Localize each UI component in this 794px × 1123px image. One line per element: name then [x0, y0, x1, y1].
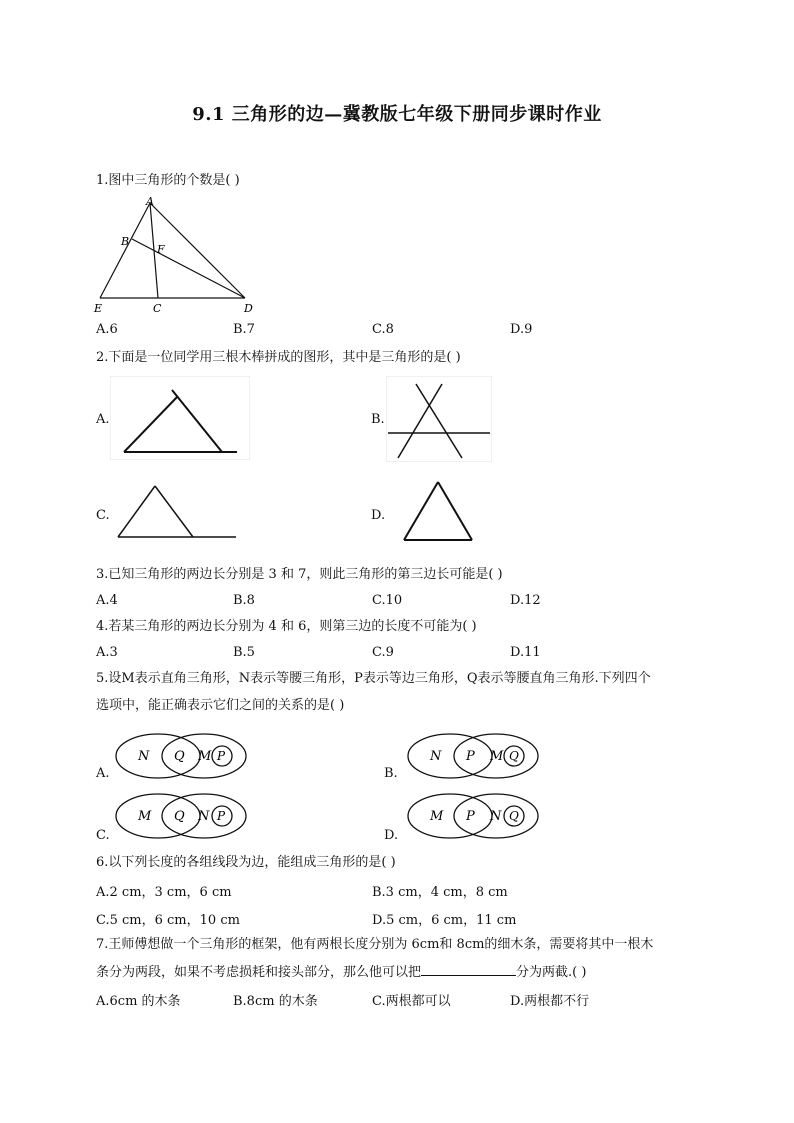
figure-sticks-d [386, 474, 492, 546]
set-label-n: N [198, 809, 210, 824]
question-6-options-row-1 [96, 881, 716, 899]
question-7-stem-line-2 [96, 963, 716, 982]
point-label-e: E [94, 302, 103, 315]
question-6-stem: 6.以下列长度的各组线段为边，能组成三角形的是( ) [96, 855, 396, 870]
set-label-n: N [138, 749, 150, 764]
question-1-options [96, 322, 716, 340]
set-label-p: P [466, 809, 475, 824]
question-7-stem-line-1: 7.王师傅想做一个三角形的框架，他有两根长度分别为 6cm和 8cm的细木条，需要将其中一根木 [96, 937, 654, 952]
set-label-m: M [138, 809, 152, 824]
question-3-options [96, 593, 716, 611]
question-1-figure [90, 195, 270, 320]
point-label-c: C [153, 302, 162, 315]
set-label-q: Q [174, 749, 185, 764]
question-2-stem: 2.下面是一位同学用三根木棒拼成的图形，其中是三角形的是( ) [96, 350, 461, 365]
set-label-p: P [217, 749, 226, 763]
question-1-stem: 1.图中三角形的个数是( ) [96, 173, 240, 188]
point-label-f: F [157, 243, 165, 256]
venn-diagram-c [114, 792, 248, 840]
option-d[interactable]: D.两根都不行 [510, 994, 590, 1009]
option-a[interactable]: A.6cm 的木条 [96, 994, 181, 1009]
option-c[interactable]: C.8 [372, 322, 394, 337]
set-label-n: N [430, 749, 442, 764]
option-d[interactable]: D.11 [510, 645, 541, 660]
stem-text-before-blank: 条分为两段，如果不考虑损耗和接头部分，那么他可以把 [96, 965, 422, 980]
question-5-label-c[interactable]: C. [96, 828, 110, 843]
question-5-stem-line-2: 选项中，能正确表示它们之间的关系的是( ) [96, 698, 345, 713]
page-title: 9.1 三角形的边—冀教版七年级下册同步课时作业 [192, 104, 602, 125]
answer-blank[interactable] [421, 963, 516, 976]
option-b[interactable]: B.8 [233, 593, 255, 608]
option-b[interactable]: B.8cm 的木条 [233, 994, 318, 1009]
option-c[interactable]: C.5 cm，6 cm，10 cm [96, 913, 240, 928]
segment-AE [100, 203, 150, 298]
question-5-label-a[interactable]: A. [96, 766, 110, 781]
figure-sticks-b [386, 376, 492, 462]
option-d[interactable]: D.5 cm，6 cm，11 cm [372, 913, 517, 928]
set-label-n: N [490, 809, 502, 824]
question-2-label-d[interactable]: D. [371, 508, 386, 523]
option-b[interactable]: B.3 cm，4 cm，8 cm [372, 885, 508, 900]
question-6-options-row-2 [96, 909, 716, 927]
figure-sticks-a [110, 376, 250, 460]
question-2-label-c[interactable]: C. [96, 508, 110, 523]
option-d[interactable]: D.9 [510, 322, 533, 337]
option-d[interactable]: D.12 [510, 593, 541, 608]
set-label-p: P [466, 749, 475, 764]
set-label-p: P [217, 809, 226, 823]
option-c[interactable]: C.两根都可以 [372, 994, 451, 1009]
set-label-q: Q [509, 809, 519, 823]
option-a[interactable]: A.2 cm，3 cm，6 cm [96, 885, 232, 900]
set-label-m: M [198, 749, 212, 764]
set-label-q: Q [509, 749, 519, 763]
venn-diagram-a [114, 732, 248, 780]
question-2-label-b[interactable]: B. [371, 412, 385, 427]
set-label-q: Q [174, 809, 185, 824]
set-label-m: M [490, 749, 504, 764]
question-4-stem: 4.若某三角形的两边长分别为 4 和 6，则第三边的长度不可能为( ) [96, 619, 477, 634]
option-a[interactable]: A.4 [96, 593, 118, 608]
question-5-stem-line-1: 5.设M表示直角三角形，N表示等腰三角形，P表示等边三角形，Q表示等腰直角三角形.下列四个 [96, 671, 651, 686]
venn-diagram-b [406, 732, 540, 780]
option-a[interactable]: A.6 [96, 322, 118, 337]
question-5-label-b[interactable]: B. [384, 766, 398, 781]
point-label-d: D [244, 302, 253, 315]
set-label-m: M [430, 809, 444, 824]
question-3-stem: 3.已知三角形的两边长分别是 3 和 7，则此三角形的第三边长可能是( ) [96, 567, 503, 582]
option-a[interactable]: A.3 [96, 645, 118, 660]
question-4-options [96, 645, 716, 663]
question-2-label-a[interactable]: A. [96, 412, 110, 427]
question-5-label-d[interactable]: D. [384, 828, 399, 843]
option-c[interactable]: C.9 [372, 645, 394, 660]
segment-BD [132, 239, 245, 298]
question-7-options [96, 990, 716, 1008]
option-b[interactable]: B.7 [233, 322, 255, 337]
stem-text-after-blank: 分为两截.( ) [516, 965, 587, 980]
figure-sticks-c [110, 476, 240, 542]
venn-diagram-d [406, 792, 540, 840]
option-b[interactable]: B.5 [233, 645, 255, 660]
point-label-a: A [146, 195, 154, 208]
option-c[interactable]: C.10 [372, 593, 403, 608]
point-label-b: B [121, 235, 130, 248]
